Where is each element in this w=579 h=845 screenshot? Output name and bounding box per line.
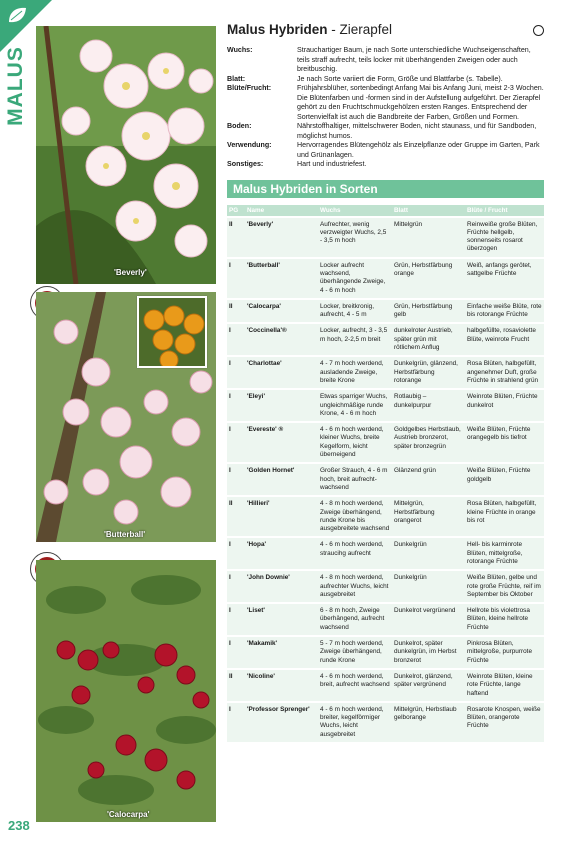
cell-name: 'Evereste' ® <box>245 423 318 462</box>
table-row <box>227 538 544 569</box>
cell-bluete: Hell- bis karminrote Blüten, mittelgroße, rotorange Früchte <box>465 538 544 569</box>
table-row <box>227 423 544 462</box>
cell-wuchs: 4 - 6 m hoch werdend, straucihg aufrecht <box>318 538 392 569</box>
cell-blatt: Grün, Herbstfärbung orange <box>392 259 465 298</box>
cell-blatt: Dunkelrot vergrünend <box>392 604 465 635</box>
cell-pg: I <box>227 423 245 462</box>
cell-name: 'Hillieri' <box>245 497 318 536</box>
cell-name: 'Beverly' <box>245 218 318 257</box>
cell-blatt: Mittelgrün, Herbstfärbung orangerot <box>392 497 465 536</box>
table-row <box>227 571 544 602</box>
photo-label-beverly: 'Beverly' <box>114 268 147 277</box>
cell-blatt: Rotlaubig – dunkelpurpur <box>392 390 465 421</box>
property-row <box>227 141 544 160</box>
cell-blatt: Dunkelgrün <box>392 538 465 569</box>
col-pg-header: PG <box>227 205 245 216</box>
property-value: Strauchartiger Baum, je nach Sorte unterschiedliche Wuchseigenschaften, teils straff aufrecht, teils locker mit überhängenden Zweigen oder auch breitbuschig. <box>297 46 531 73</box>
cell-pg: I <box>227 390 245 421</box>
cell-wuchs: 4 - 6 m hoch werdend, breit, aufrecht wachsend <box>318 670 392 701</box>
col-blatt-header: Blatt <box>392 205 465 216</box>
table-row <box>227 637 544 668</box>
property-value: Nährstoffhaltiger, mittelschwerer Boden, nicht staunass, und für Sandboden, möglichst humos. <box>297 122 537 140</box>
property-key: Boden: <box>227 122 252 130</box>
cell-blatt: Goldgelbes Herbstlaub, Austrieb bronzerot, später bronzegrün <box>392 423 465 462</box>
cell-pg: I <box>227 571 245 602</box>
table-row <box>227 497 544 536</box>
photo-beverly <box>36 26 216 284</box>
page-title <box>227 22 544 37</box>
cell-name: 'Professor Sprenger' <box>245 703 318 742</box>
cell-pg: II <box>227 670 245 701</box>
cell-wuchs: 4 - 6 m hoch werdend, breiter, kegelförmiger Wuchs, leicht ausgebreitet <box>318 703 392 742</box>
title-separator: - <box>327 22 340 37</box>
cell-name: 'Hopa' <box>245 538 318 569</box>
cell-pg: I <box>227 357 245 388</box>
cell-wuchs: 6 - 8 m hoch, Zweige überhängend, aufrecht wachsend <box>318 604 392 635</box>
content-column <box>227 22 544 744</box>
cell-bluete: Weinrote Blüten, Früchte dunkelrot <box>465 390 544 421</box>
cell-pg: I <box>227 259 245 298</box>
cell-name: 'Coccinella'® <box>245 324 318 355</box>
cell-pg: II <box>227 300 245 323</box>
photo-calocarpa <box>36 560 216 822</box>
cell-blatt: Glänzend grün <box>392 464 465 495</box>
cell-blatt: Mittelgrün, Herbstlaub gelborange <box>392 703 465 742</box>
property-list <box>227 46 544 170</box>
title-row <box>227 22 544 40</box>
table-row <box>227 324 544 355</box>
cell-wuchs: Locker, aufrecht, 3 - 3,5 m hoch, 2-2,5 m breit <box>318 324 392 355</box>
circle-icon <box>533 25 544 36</box>
cell-pg: I <box>227 464 245 495</box>
cell-bluete: Pinkrosa Blüten, mittelgroße, purpurrote Früchte <box>465 637 544 668</box>
varieties-table <box>227 203 544 745</box>
table-header-row <box>227 205 544 216</box>
cell-bluete: Weiße Blüten, Früchte goldgelb <box>465 464 544 495</box>
col-bluete-header: Blüte / Frucht <box>465 205 544 216</box>
property-row <box>227 84 544 122</box>
cell-pg: I <box>227 604 245 635</box>
cell-pg: II <box>227 218 245 257</box>
cell-pg: I <box>227 324 245 355</box>
table-row <box>227 300 544 323</box>
cell-name: 'John Downie' <box>245 571 318 602</box>
cell-pg: I <box>227 538 245 569</box>
title-subtitle: Zierapfel <box>339 22 393 37</box>
title-main: Malus Hybriden <box>227 22 328 37</box>
cell-pg: I <box>227 703 245 742</box>
photo-label-butterball: 'Butterball' <box>104 530 146 539</box>
cell-bluete: Weinrote Blüten, kleine rote Früchte, lange haftend <box>465 670 544 701</box>
cell-wuchs: 5 - 7 m hoch werdend, Zweige überhängend, runde Krone <box>318 637 392 668</box>
table-row <box>227 670 544 701</box>
property-row <box>227 75 544 85</box>
vertical-genus-title: MALUS <box>4 46 27 126</box>
cell-wuchs: Locker, breitkronig, aufrecht, 4 - 5 m <box>318 300 392 323</box>
table-row <box>227 604 544 635</box>
cell-bluete: Weiß, anfangs gerötet, sattgelbe Früchte <box>465 259 544 298</box>
cell-name: 'Golden Hornet' <box>245 464 318 495</box>
cell-wuchs: Etwas sparriger Wuchs, ungleichmäßige runde Krone, 4 - 6 m hoch <box>318 390 392 421</box>
cell-wuchs: Großer Strauch, 4 - 6 m hoch, breit aufrecht-wachsend <box>318 464 392 495</box>
table-row <box>227 703 544 742</box>
cell-blatt: Dunkelrot, später dunkelgrün, im Herbst bronzerot <box>392 637 465 668</box>
property-value: Je nach Sorte variiert die Form, Größe und Blattfarbe (s. Tabelle). <box>297 74 503 83</box>
property-value: Hervorragendes Blütengehölz als Einzelpflanze oder Gruppe im Garten, Park und Grünanlagen. <box>297 141 540 159</box>
page-number: 238 <box>8 818 30 833</box>
cell-bluete: Einfache weiße Blüte, rote bis rotorange Früchte <box>465 300 544 323</box>
cell-bluete: Rosa Blüten, halbgefüllt, kleine Früchte in orange bis rot <box>465 497 544 536</box>
table-row <box>227 390 544 421</box>
section-heading: Malus Hybriden in Sorten <box>227 180 544 198</box>
cell-pg: II <box>227 497 245 536</box>
cell-bluete: Reinweiße große Blüten, Früchte hellgelb, sonnenseits rosarot überzogen <box>465 218 544 257</box>
col-wuchs-header: Wuchs <box>318 205 392 216</box>
cell-name: 'Eleyi' <box>245 390 318 421</box>
cell-name: 'Makamik' <box>245 637 318 668</box>
cell-bluete: Rosa Blüten, halbgefüllt, angenehmer Duft, große Früchte in strahlend grün <box>465 357 544 388</box>
table-row <box>227 218 544 257</box>
cell-name: 'Calocarpa' <box>245 300 318 323</box>
cell-blatt: Mittelgrün <box>392 218 465 257</box>
cell-wuchs: 4 - 8 m hoch werdend, Zweige überhängend, runde Krone bis ausgebreitete wachsend <box>318 497 392 536</box>
property-key: Blüte/Frucht: <box>227 84 272 92</box>
cell-wuchs: 4 - 8 m hoch werdend, aufrechter Wuchs, leicht ausgebreitet <box>318 571 392 602</box>
cell-name: 'Butterball' <box>245 259 318 298</box>
table-row <box>227 259 544 298</box>
cell-bluete: Hellrote bis violettrosa Blüten, kleine hellrote Früchte <box>465 604 544 635</box>
property-row <box>227 160 544 170</box>
cell-blatt: Dunkelrot, glänzend, später vergrünend <box>392 670 465 701</box>
cell-blatt: dunkelroter Austrieb, später grün mit rötlichem Anflug <box>392 324 465 355</box>
property-key: Blatt: <box>227 74 246 83</box>
cell-bluete: Weiße Blüten, gelbe und rote große Früchte, reif im September bis Oktober <box>465 571 544 602</box>
table-body <box>227 218 544 743</box>
property-row <box>227 122 544 141</box>
cell-blatt: Grün, Herbstfärbung gelb <box>392 300 465 323</box>
cell-bluete: Weiße Blüten, Früchte orangegelb bis tiefrot <box>465 423 544 462</box>
property-key: Verwendung: <box>227 141 272 149</box>
cell-blatt: Dunkelgrün, glänzend, Herbstfärbung rotorange <box>392 357 465 388</box>
cell-wuchs: 4 - 6 m hoch werdend, kleiner Wuchs, breite Kegelform, leicht überneigend <box>318 423 392 462</box>
table-row <box>227 357 544 388</box>
cell-wuchs: Locker aufrecht wachsend, überhängende Zweige, 4 - 6 m hoch <box>318 259 392 298</box>
property-value: Hart und industriefest. <box>297 160 367 168</box>
cell-wuchs: 4 - 7 m hoch werdend, ausladende Zweige, breite Krone <box>318 357 392 388</box>
cell-name: 'Liset' <box>245 604 318 635</box>
cell-name: 'Nicoline' <box>245 670 318 701</box>
property-key: Sonstiges: <box>227 160 264 168</box>
cell-blatt: Dunkelgrün <box>392 571 465 602</box>
property-row <box>227 46 544 75</box>
col-name-header: Name <box>245 205 318 216</box>
property-key: Wuchs: <box>227 46 253 54</box>
table-row <box>227 464 544 495</box>
cell-name: 'Charlottae' <box>245 357 318 388</box>
photo-inset-fruits <box>137 296 207 368</box>
cell-wuchs: Aufrechter, wenig verzweigter Wuchs, 2,5 - 3,5 m hoch <box>318 218 392 257</box>
cell-bluete: halbgefüllte, rosaviolette Blüte, weinrote Frucht <box>465 324 544 355</box>
property-value: Frühjahrsblüher, sortenbedingt Anfang Mai bis Anfang Juni, meist 2-3 Wochen. Die Blütenfarben und -formen sind in der Aufstellung aufgeführt. Der Zierapfel gehört zu den Fruchtschmuckgehölzen ersten Ranges. Entsprechend der Sortenvielfalt ist auch die Bandbreite der Farben, Größen und Formen. <box>297 84 544 121</box>
cell-bluete: Rosarote Knospen, weiße Blüten, orangerote Früchte <box>465 703 544 742</box>
photo-label-calocarpa: 'Calocarpa' <box>107 810 150 819</box>
cell-pg: I <box>227 637 245 668</box>
